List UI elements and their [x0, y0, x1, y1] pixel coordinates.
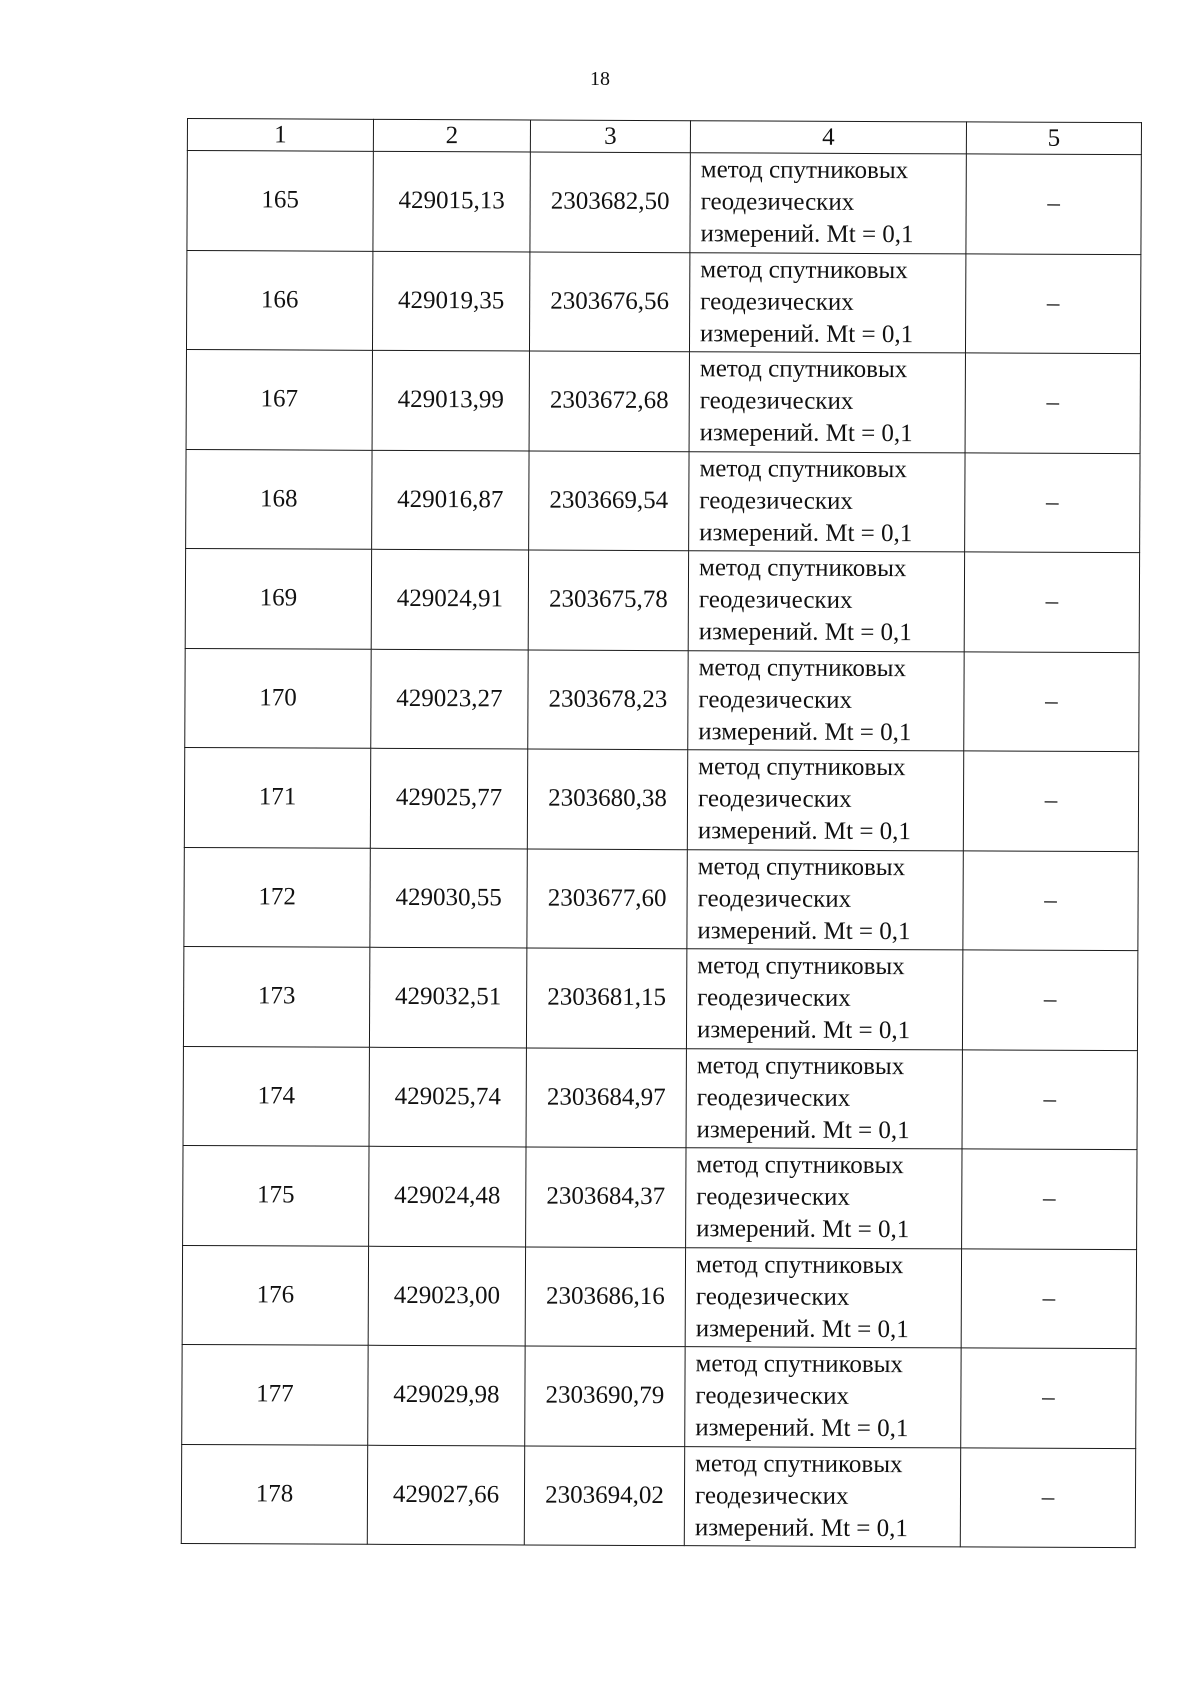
method-text-line: метод спутниковых — [695, 1449, 903, 1478]
method-text-line: измерений. Mt = 0,1 — [698, 717, 912, 746]
table-row — [182, 1245, 1136, 1349]
table-row — [186, 449, 1140, 553]
point-number-cell: 177 — [182, 1344, 368, 1444]
column-header-3: 3 — [530, 120, 690, 153]
column-header-1: 1 — [187, 119, 373, 152]
method-cell — [690, 153, 966, 254]
method-text-line: метод спутниковых — [700, 156, 909, 185]
y-coordinate-cell: 2303694,02 — [524, 1445, 684, 1545]
x-coordinate-cell: 429016,87 — [372, 450, 529, 550]
y-coordinate-cell: 2303684,37 — [526, 1147, 686, 1247]
x-coordinate-cell: 429024,48 — [369, 1146, 526, 1246]
method-text-line: метод спутниковых — [698, 753, 906, 782]
note-cell: – — [963, 751, 1138, 851]
method-cell — [685, 1347, 961, 1448]
x-coordinate-cell: 429025,77 — [370, 748, 527, 848]
note-cell: – — [965, 253, 1140, 353]
table-row — [184, 747, 1138, 851]
y-coordinate-cell: 2303676,56 — [529, 251, 689, 351]
method-text-line: измерений. Mt = 0,1 — [695, 1414, 909, 1443]
method-text-line: геодезических — [695, 1282, 850, 1311]
method-text-line: метод спутниковых — [698, 653, 907, 682]
note-cell: – — [966, 154, 1141, 254]
point-number-cell: 166 — [186, 250, 372, 350]
note-cell: – — [961, 1248, 1136, 1348]
method-text-line: измерений. Mt = 0,1 — [698, 618, 912, 647]
method-text-line: измерений. Mt = 0,1 — [696, 1115, 910, 1144]
y-coordinate-cell: 2303684,97 — [526, 1047, 686, 1147]
method-text-line: измерений. Mt = 0,1 — [699, 518, 913, 547]
method-cell — [684, 1446, 960, 1547]
method-text-line: метод спутниковых — [697, 952, 905, 981]
method-cell — [687, 750, 963, 851]
point-number-cell: 173 — [183, 946, 369, 1046]
method-text-line: геодезических — [696, 1083, 851, 1112]
column-header-4: 4 — [690, 121, 966, 154]
method-text-line: метод спутниковых — [695, 1250, 904, 1279]
method-text-line: измерений. Mt = 0,1 — [700, 319, 914, 348]
note-cell: – — [962, 1049, 1137, 1149]
point-number-cell: 174 — [183, 1046, 369, 1146]
table-row — [185, 648, 1139, 752]
y-coordinate-cell: 2303672,68 — [529, 351, 689, 451]
y-coordinate-cell: 2303682,50 — [530, 152, 690, 252]
x-coordinate-cell: 429019,35 — [372, 251, 529, 351]
note-cell: – — [964, 651, 1139, 751]
method-cell — [688, 551, 964, 652]
note-cell: – — [960, 1447, 1135, 1547]
method-text-line: измерений. Mt = 0,1 — [697, 817, 912, 846]
y-coordinate-cell: 2303681,15 — [526, 948, 686, 1048]
method-text-line: геодезических — [699, 387, 854, 416]
method-text-line: метод спутниковых — [696, 1151, 904, 1180]
method-cell — [686, 1048, 962, 1149]
method-cell — [688, 650, 964, 751]
x-coordinate-cell: 429023,00 — [368, 1246, 525, 1346]
point-number-cell: 172 — [184, 847, 370, 947]
point-number-cell: 176 — [182, 1245, 368, 1345]
y-coordinate-cell: 2303680,38 — [527, 749, 687, 849]
y-coordinate-cell: 2303678,23 — [528, 649, 688, 749]
table-row — [181, 1444, 1135, 1548]
method-text-line: геодезических — [698, 586, 853, 615]
method-cell — [689, 352, 965, 453]
y-coordinate-cell: 2303669,54 — [529, 450, 689, 550]
point-number-cell: 178 — [181, 1444, 367, 1544]
method-cell — [686, 949, 962, 1050]
method-text-line: геодезических — [695, 1382, 850, 1411]
table-row — [186, 349, 1140, 453]
table-row — [186, 250, 1140, 354]
x-coordinate-cell: 429030,55 — [370, 848, 527, 948]
method-text-line: метод спутниковых — [695, 1350, 904, 1379]
method-text-line: измерений. Mt = 0,1 — [696, 1215, 910, 1244]
column-header-2: 2 — [373, 119, 530, 152]
note-cell: – — [962, 950, 1137, 1050]
method-text-line: геодезических — [697, 984, 851, 1013]
x-coordinate-cell: 429027,66 — [367, 1445, 524, 1545]
note-cell: – — [962, 1149, 1137, 1249]
y-coordinate-cell: 2303690,79 — [525, 1346, 685, 1446]
y-coordinate-cell: 2303677,60 — [527, 848, 687, 948]
x-coordinate-cell: 429023,27 — [371, 649, 528, 749]
point-number-cell: 175 — [183, 1145, 369, 1245]
table-row — [183, 1145, 1137, 1249]
page-number: 18 — [590, 68, 610, 90]
method-text-line: геодезических — [697, 785, 852, 814]
method-text-line: измерений. Mt = 0,1 — [697, 916, 911, 945]
method-cell — [685, 1247, 961, 1348]
table-row — [184, 847, 1138, 951]
note-cell: – — [965, 452, 1140, 552]
method-text-line: метод спутниковых — [699, 454, 907, 483]
method-cell — [689, 252, 965, 353]
table-row — [185, 548, 1139, 652]
method-text-line: метод спутниковых — [698, 554, 907, 583]
method-cell — [686, 1148, 962, 1249]
coordinates-table-container — [181, 118, 1141, 1550]
column-header-5: 5 — [966, 122, 1141, 155]
table-header — [187, 119, 1141, 155]
method-text-line: измерений. Mt = 0,1 — [694, 1513, 908, 1542]
method-text-line: метод спутниковых — [700, 255, 908, 284]
method-text-line: измерений. Mt = 0,1 — [700, 220, 914, 249]
method-text-line: геодезических — [698, 685, 853, 714]
table-row — [182, 1344, 1136, 1448]
point-number-cell: 165 — [187, 151, 373, 251]
table-body — [181, 151, 1141, 1548]
point-number-cell: 171 — [184, 747, 370, 847]
table-row — [183, 1046, 1137, 1150]
x-coordinate-cell: 429029,98 — [368, 1345, 525, 1445]
coordinates-table — [181, 118, 1142, 1548]
method-text-line: измерений. Mt = 0,1 — [695, 1314, 909, 1343]
method-text-line: геодезических — [700, 287, 854, 316]
method-cell — [689, 451, 965, 552]
point-number-cell: 169 — [185, 548, 371, 648]
method-text-line: метод спутниковых — [699, 355, 908, 384]
y-coordinate-cell: 2303686,16 — [525, 1246, 685, 1346]
method-text-line: измерений. Mt = 0,1 — [696, 1016, 911, 1045]
method-text-line: геодезических — [694, 1481, 849, 1510]
point-number-cell: 168 — [186, 449, 372, 549]
method-text-line: метод спутниковых — [697, 852, 906, 881]
x-coordinate-cell: 429013,99 — [372, 350, 529, 450]
y-coordinate-cell: 2303675,78 — [528, 550, 688, 650]
method-cell — [687, 849, 963, 950]
note-cell: – — [961, 1348, 1136, 1448]
method-text-line: метод спутниковых — [696, 1051, 905, 1080]
x-coordinate-cell: 429032,51 — [369, 947, 526, 1047]
method-text-line: геодезических — [697, 884, 852, 913]
method-text-line: измерений. Mt = 0,1 — [699, 419, 913, 448]
x-coordinate-cell: 429015,13 — [373, 151, 530, 251]
note-cell: – — [964, 552, 1139, 652]
method-text-line: геодезических — [700, 188, 855, 217]
note-cell: – — [963, 850, 1138, 950]
note-cell: – — [965, 353, 1140, 453]
x-coordinate-cell: 429024,91 — [371, 549, 528, 649]
table-row — [187, 151, 1141, 255]
point-number-cell: 167 — [186, 349, 372, 449]
x-coordinate-cell: 429025,74 — [369, 1047, 526, 1147]
table-row — [183, 946, 1137, 1050]
method-text-line: геодезических — [696, 1183, 850, 1212]
header-row — [187, 119, 1141, 155]
method-text-line: геодезических — [699, 486, 853, 515]
point-number-cell: 170 — [185, 648, 371, 748]
